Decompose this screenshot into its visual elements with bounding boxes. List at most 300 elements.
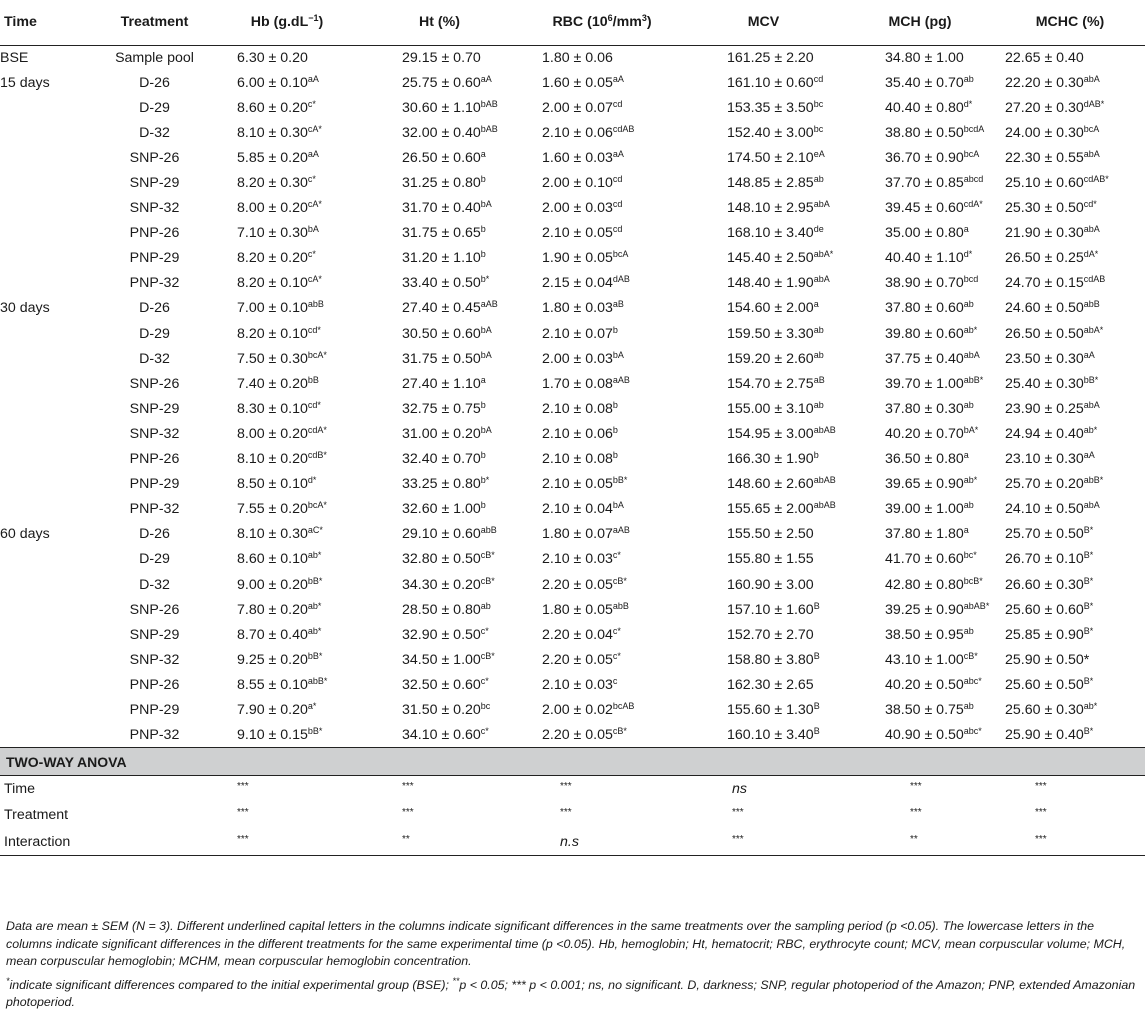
- cell-value: [845, 622, 995, 647]
- value-text: 7.40 ± 0.20: [237, 375, 308, 392]
- anova-significance: ns: [732, 781, 747, 798]
- significance-letters: abA: [1083, 399, 1100, 410]
- header-rbc: RBC $(10^6/mm^3)$: [522, 0, 682, 45]
- value-text: 26.70 ± 0.10: [1005, 551, 1084, 568]
- cell-value: [217, 447, 357, 472]
- value-text: 159.20 ± 2.60: [727, 350, 814, 367]
- cell-value: [217, 45, 357, 70]
- significance-letters: d*: [307, 475, 317, 486]
- cell-treatment: D-26: [139, 526, 170, 543]
- significance-letters: d*: [963, 249, 973, 260]
- table-row: [0, 547, 1145, 572]
- significance-letters: b: [480, 174, 486, 185]
- value-text: 6.30 ± 0.20: [237, 49, 308, 66]
- significance-letters: a*: [307, 700, 317, 711]
- cell-value: [522, 346, 682, 371]
- table-row: [0, 396, 1145, 421]
- significance-letters: a: [480, 374, 486, 385]
- table-row: [0, 170, 1145, 195]
- cell-value: [522, 723, 682, 748]
- significance-letters: c: [612, 675, 618, 686]
- cell-treatment: PNP-29: [129, 250, 180, 267]
- value-text: 33.40 ± 0.50: [402, 275, 481, 292]
- value-text: 35.40 ± 0.70: [885, 74, 964, 91]
- cell-value: [522, 572, 682, 597]
- significance-letters: c*: [612, 625, 621, 636]
- value-text: 37.80 ± 1.80: [885, 526, 964, 543]
- significance-letters: aAB: [612, 525, 630, 536]
- anova-row: [0, 776, 1145, 803]
- anova-label: Time: [4, 781, 36, 798]
- value-text: 31.70 ± 0.40: [402, 200, 481, 217]
- significance-letters: aA: [612, 73, 624, 84]
- value-text: 148.10 ± 2.95: [727, 200, 814, 217]
- cell-treatment: D-32: [139, 124, 170, 141]
- table-row: [0, 221, 1145, 246]
- significance-letters: bcA*: [307, 500, 327, 511]
- significance-letters: bcAB: [612, 700, 635, 711]
- table-row: [0, 672, 1145, 697]
- anova-row: [0, 802, 1145, 829]
- cell-value: [845, 672, 995, 697]
- cell-value: [357, 547, 522, 572]
- value-text: 31.75 ± 0.50: [402, 350, 481, 367]
- cell-value: [845, 572, 995, 597]
- value-text: 155.50 ± 2.50: [727, 526, 814, 543]
- cell-value: [357, 145, 522, 170]
- footnote-1: Data are mean ± SEM (N = 3). Different underlined capital letters in the columns indicate significant differences in the same treatments over the sampling period (p <0.05). The lowercase letters in the columns indicate significant differences in the different treatments for the same experimental time (p <0.05). Hb, hemoglobin; Ht, hematocrit; RBC, erythrocyte count; MCV, mean corpuscular volume; MCH, mean corpuscular hemoglobin; MCHM, mean corpuscular hemoglobin concentration.: [6, 919, 1126, 968]
- cell-value: [682, 672, 845, 697]
- value-text: 36.50 ± 0.80: [885, 451, 964, 468]
- cell-value: [357, 622, 522, 647]
- significance-letters: ab: [963, 73, 974, 84]
- significance-letters: bcA*: [307, 349, 327, 360]
- cell-value: [682, 346, 845, 371]
- cell-treatment: SNP-29: [129, 400, 180, 417]
- significance-letters: abA*: [813, 249, 834, 260]
- significance-letters: ab: [480, 600, 491, 611]
- significance-letters: ab*: [307, 600, 322, 611]
- value-text: 153.35 ± 3.50: [727, 99, 814, 116]
- table-row: [0, 271, 1145, 296]
- significance-letters: ab: [963, 399, 974, 410]
- value-text: 32.90 ± 0.50: [402, 626, 481, 643]
- significance-letters: b: [612, 324, 618, 335]
- cell-treatment: SNP-32: [129, 425, 180, 442]
- significance-letters: aC*: [307, 525, 323, 536]
- cell-value: [995, 547, 1145, 572]
- anova-significance: ***: [1035, 807, 1047, 819]
- cell-time: [0, 120, 92, 145]
- cell-value: [682, 723, 845, 748]
- cell-value: [995, 346, 1145, 371]
- value-text: 1.90 ± 0.05: [542, 250, 613, 267]
- significance-letters: c*: [307, 174, 316, 185]
- cell-value: [682, 371, 845, 396]
- significance-letters: abA: [1083, 73, 1100, 84]
- value-text: 39.00 ± 1.00: [885, 501, 964, 518]
- cell-value: [845, 447, 995, 472]
- cell-time: [0, 497, 92, 522]
- cell-value: [522, 145, 682, 170]
- cell-value: [682, 45, 845, 70]
- cell-value: [845, 296, 995, 321]
- significance-letters: a: [963, 525, 969, 536]
- significance-letters: b: [813, 450, 819, 461]
- value-text: 34.80 ± 1.00: [885, 49, 964, 66]
- cell-treatment: PNP-26: [129, 451, 180, 468]
- significance-letters: ab*: [963, 475, 978, 486]
- value-text: 27.20 ± 0.30: [1005, 99, 1084, 116]
- header-mchc: MCHC (%): [995, 0, 1145, 45]
- significance-letters: abB*: [963, 374, 984, 385]
- value-text: 155.80 ± 1.55: [727, 551, 814, 568]
- cell-time: [0, 723, 92, 748]
- value-text: 145.40 ± 2.50: [727, 250, 814, 267]
- cell-value: [845, 145, 995, 170]
- significance-letters: abA*: [1083, 324, 1104, 335]
- significance-letters: abB: [307, 299, 324, 310]
- significance-letters: a: [480, 148, 486, 159]
- value-text: 8.60 ± 0.10: [237, 551, 308, 568]
- significance-letters: cB*: [480, 575, 495, 586]
- anova-significance: ***: [995, 829, 1145, 856]
- cell-time: [0, 672, 92, 697]
- significance-letters: bA: [480, 349, 492, 360]
- cell-value: [522, 421, 682, 446]
- cell-treatment: Sample pool: [115, 49, 194, 66]
- cell-time: 60 days: [0, 526, 50, 543]
- significance-letters: c*: [480, 725, 489, 736]
- cell-value: [522, 196, 682, 221]
- cell-value: [217, 647, 357, 672]
- cell-value: [845, 271, 995, 296]
- table-row: [0, 95, 1145, 120]
- table-row: [0, 371, 1145, 396]
- significance-letters: abA: [1083, 500, 1100, 511]
- value-text: 2.00 ± 0.03: [542, 200, 613, 217]
- cell-value: [217, 723, 357, 748]
- cell-treatment: PNP-29: [129, 476, 180, 493]
- value-text: 2.10 ± 0.05: [542, 476, 613, 493]
- cell-value: [217, 271, 357, 296]
- cell-time: BSE: [0, 49, 29, 66]
- cell-value: [217, 597, 357, 622]
- cell-value: [995, 45, 1145, 70]
- significance-letters: cd*: [1083, 199, 1097, 210]
- value-text: 2.00 ± 0.03: [542, 350, 613, 367]
- value-text: 152.70 ± 2.70: [727, 626, 814, 643]
- cell-value: [522, 95, 682, 120]
- value-text: 1.60 ± 0.03: [542, 149, 613, 166]
- value-text: 36.70 ± 0.90: [885, 149, 964, 166]
- cell-value: [845, 597, 995, 622]
- cell-value: [357, 572, 522, 597]
- cell-time: [0, 597, 92, 622]
- value-text: 22.65 ± 0.40: [1005, 49, 1084, 66]
- cell-value: [845, 547, 995, 572]
- cell-value: [357, 723, 522, 748]
- cell-value: [995, 170, 1145, 195]
- table-row: [0, 472, 1145, 497]
- significance-letters: bB*: [307, 650, 323, 661]
- cell-treatment: PNP-26: [129, 676, 180, 693]
- cell-value: [845, 396, 995, 421]
- cell-time: [0, 421, 92, 446]
- cell-treatment: PNP-32: [129, 501, 180, 518]
- cell-value: [995, 572, 1145, 597]
- value-text: 39.65 ± 0.90: [885, 476, 964, 493]
- significance-letters: b: [612, 450, 618, 461]
- table-row: [0, 346, 1145, 371]
- cell-value: [682, 447, 845, 472]
- cell-value: [357, 672, 522, 697]
- value-text: 8.10 ± 0.20: [237, 451, 308, 468]
- value-text: 7.80 ± 0.20: [237, 601, 308, 618]
- cell-value: [845, 371, 995, 396]
- anova-significance: ***: [560, 807, 572, 819]
- significance-letters: bB*: [1083, 374, 1099, 385]
- cell-value: [682, 145, 845, 170]
- significance-letters: b: [480, 399, 486, 410]
- significance-letters: cdA*: [963, 199, 983, 210]
- cell-value: [995, 497, 1145, 522]
- significance-letters: cdAB: [1083, 274, 1106, 285]
- cell-treatment: PNP-29: [129, 701, 180, 718]
- value-text: 42.80 ± 0.80: [885, 576, 964, 593]
- value-text: 31.75 ± 0.65: [402, 225, 481, 242]
- significance-letters: b: [480, 224, 486, 235]
- value-text: 148.85 ± 2.85: [727, 175, 814, 192]
- value-text: 39.25 ± 0.90: [885, 601, 964, 618]
- cell-treatment: PNP-32: [129, 726, 180, 743]
- value-text: 174.50 ± 2.10: [727, 149, 814, 166]
- header-mch: MCH (pg): [845, 0, 995, 45]
- significance-letters: abB*: [307, 675, 328, 686]
- cell-treatment: D-29: [139, 325, 170, 342]
- anova-significance: n.s: [522, 829, 682, 856]
- anova-significance: ***: [682, 829, 845, 856]
- cell-time: [0, 246, 92, 271]
- cell-treatment: D-32: [139, 350, 170, 367]
- cell-value: [682, 547, 845, 572]
- cell-value: [357, 246, 522, 271]
- significance-letters: bA: [480, 199, 492, 210]
- value-text: 31.00 ± 0.20: [402, 425, 481, 442]
- value-text: 21.90 ± 0.30: [1005, 225, 1084, 242]
- value-text: 8.20 ± 0.10: [237, 325, 308, 342]
- value-text: 161.25 ± 2.20: [727, 49, 814, 66]
- anova-label: Interaction: [0, 829, 217, 856]
- value-text: 27.40 ± 1.10: [402, 375, 481, 392]
- cell-value: [357, 196, 522, 221]
- value-text: 8.10 ± 0.30: [237, 526, 308, 543]
- value-text: 35.00 ± 0.80: [885, 225, 964, 242]
- table-body: [0, 45, 1145, 748]
- value-text: 30.60 ± 1.10: [402, 99, 481, 116]
- value-text: 34.50 ± 1.00: [402, 651, 481, 668]
- cell-treatment: SNP-32: [129, 651, 180, 668]
- cell-value: [357, 371, 522, 396]
- cell-time: [0, 447, 92, 472]
- value-text: 158.80 ± 3.80: [727, 651, 814, 668]
- cell-time: [0, 472, 92, 497]
- header-mcv: MCV: [682, 0, 845, 45]
- significance-letters: aB: [612, 299, 624, 310]
- cell-value: [995, 622, 1145, 647]
- value-text: 8.60 ± 0.20: [237, 99, 308, 116]
- value-text: 2.10 ± 0.04: [542, 501, 613, 518]
- significance-letters: dA*: [1083, 249, 1099, 260]
- value-text: 168.10 ± 3.40: [727, 225, 814, 242]
- anova-significance: ***: [237, 781, 249, 793]
- significance-letters: b: [480, 500, 486, 511]
- cell-value: [217, 321, 357, 346]
- value-text: 2.20 ± 0.05: [542, 576, 613, 593]
- value-text: 29.15 ± 0.70: [402, 49, 481, 66]
- value-text: 31.50 ± 0.20: [402, 701, 481, 718]
- cell-value: [682, 170, 845, 195]
- significance-letters: cB*: [963, 650, 978, 661]
- value-text: 7.00 ± 0.10: [237, 300, 308, 317]
- cell-value: [217, 346, 357, 371]
- anova-significance: ***: [237, 807, 249, 819]
- value-text: 2.10 ± 0.03: [542, 676, 613, 693]
- significance-letters: B: [813, 650, 820, 661]
- cell-value: [682, 572, 845, 597]
- significance-letters: d*: [963, 98, 973, 109]
- value-text: 25.70 ± 0.20: [1005, 476, 1084, 493]
- significance-letters: ab: [813, 324, 824, 335]
- value-text: 159.50 ± 3.30: [727, 325, 814, 342]
- header-time: Time: [0, 0, 92, 45]
- table-footnotes: [6, 918, 1138, 1018]
- significance-letters: abB: [480, 525, 497, 536]
- significance-letters: bcdA: [963, 123, 985, 134]
- cell-value: [845, 522, 995, 547]
- value-text: 160.10 ± 3.40: [727, 726, 814, 743]
- table-row: [0, 70, 1145, 95]
- cell-value: [995, 221, 1145, 246]
- significance-letters: b*: [480, 274, 490, 285]
- cell-value: [995, 522, 1145, 547]
- cell-time: [0, 95, 92, 120]
- value-text: 22.20 ± 0.30: [1005, 74, 1084, 91]
- cell-time: [0, 170, 92, 195]
- significance-letters: B*: [1083, 625, 1094, 636]
- value-text: 1.80 ± 0.06: [542, 49, 613, 66]
- table-row: [0, 45, 1145, 70]
- table-row: [0, 246, 1145, 271]
- significance-letters: abB: [1083, 299, 1100, 310]
- value-text: 38.50 ± 0.95: [885, 626, 964, 643]
- cell-value: [217, 522, 357, 547]
- value-text: 34.10 ± 0.60: [402, 726, 481, 743]
- anova-significance: **: [357, 829, 522, 856]
- significance-letters: abcd: [963, 174, 984, 185]
- value-text: 39.80 ± 0.60: [885, 325, 964, 342]
- value-text: 8.20 ± 0.10: [237, 275, 308, 292]
- value-text: 9.00 ± 0.20: [237, 576, 308, 593]
- cell-value: [217, 246, 357, 271]
- significance-letters: ab: [963, 500, 974, 511]
- value-text: 2.00 ± 0.07: [542, 99, 613, 116]
- cell-value: [217, 371, 357, 396]
- cell-value: [217, 170, 357, 195]
- value-text: 24.00 ± 0.30: [1005, 124, 1084, 141]
- value-text: 34.30 ± 0.20: [402, 576, 481, 593]
- significance-letters: cA*: [307, 123, 322, 134]
- cell-time: [0, 572, 92, 597]
- value-text: 23.10 ± 0.30: [1005, 451, 1084, 468]
- significance-letters: abA: [1083, 224, 1100, 235]
- table-row: [0, 145, 1145, 170]
- value-text: 28.50 ± 0.80: [402, 601, 481, 618]
- significance-letters: abc*: [963, 675, 982, 686]
- significance-letters: dAB: [612, 274, 630, 285]
- significance-letters: ab: [813, 349, 824, 360]
- value-text: 24.10 ± 0.50: [1005, 501, 1084, 518]
- cell-value: [845, 697, 995, 722]
- cell-treatment: PNP-32: [129, 275, 180, 292]
- significance-letters: bA: [307, 224, 319, 235]
- cell-value: [522, 697, 682, 722]
- value-text: 9.25 ± 0.20: [237, 651, 308, 668]
- value-text: 6.00 ± 0.10: [237, 74, 308, 91]
- cell-value: [217, 547, 357, 572]
- cell-time: [0, 145, 92, 170]
- significance-letters: cdA*: [307, 424, 327, 435]
- value-text: 26.50 ± 0.60: [402, 149, 481, 166]
- cell-value: [845, 196, 995, 221]
- cell-treatment: D-29: [139, 551, 170, 568]
- significance-letters: cB*: [612, 725, 627, 736]
- value-text: 43.10 ± 1.00: [885, 651, 964, 668]
- significance-letters: c*: [480, 625, 489, 636]
- cell-value: [995, 697, 1145, 722]
- cell-value: [995, 145, 1145, 170]
- significance-letters: cB*: [480, 650, 495, 661]
- significance-letters: ab: [963, 299, 974, 310]
- cell-value: [995, 472, 1145, 497]
- significance-letters: abAB: [813, 475, 836, 486]
- cell-value: [845, 497, 995, 522]
- value-text: 2.10 ± 0.07: [542, 325, 613, 342]
- significance-letters: abA: [813, 274, 830, 285]
- value-text: 25.60 ± 0.30: [1005, 701, 1084, 718]
- significance-letters: bcA: [612, 249, 629, 260]
- cell-value: [357, 597, 522, 622]
- table-row: [0, 120, 1145, 145]
- value-text: 32.80 ± 0.50: [402, 551, 481, 568]
- significance-letters: bA: [612, 349, 624, 360]
- cell-value: [995, 723, 1145, 748]
- cell-value: [995, 647, 1145, 672]
- value-text: 25.75 ± 0.60: [402, 74, 481, 91]
- significance-letters: c*: [612, 650, 621, 661]
- value-text: 25.60 ± 0.60: [1005, 601, 1084, 618]
- significance-letters: bAB: [480, 123, 498, 134]
- significance-letters: cd: [612, 174, 623, 185]
- cell-value: [522, 296, 682, 321]
- header-ht: Ht (%): [357, 0, 522, 45]
- value-text: 25.30 ± 0.50: [1005, 200, 1084, 217]
- significance-letters: cd: [612, 199, 623, 210]
- table-row: [0, 447, 1145, 472]
- cell-value: [522, 547, 682, 572]
- cell-value: [357, 120, 522, 145]
- value-text: 22.30 ± 0.55: [1005, 149, 1084, 166]
